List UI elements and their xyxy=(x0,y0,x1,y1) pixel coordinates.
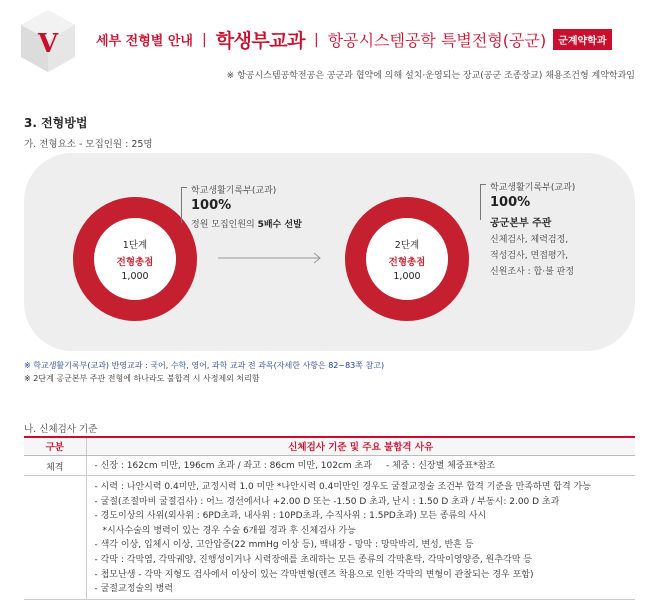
criteria-line: - 굴절교정술의 병력 xyxy=(94,584,174,595)
criteria-line: - 색각 이상, 입체시 이상, 고안압증(22 mmHg 이상 등), 백내장 - 망막 : 망막박리, 변성, 반흔 등 xyxy=(94,540,474,551)
stage1-total-label: 전형총점 xyxy=(116,256,154,268)
table-row xyxy=(24,476,635,600)
stage1-total: 1,000 xyxy=(121,270,149,282)
stage2-step: 2단계 xyxy=(394,239,420,251)
section-badge: V xyxy=(37,29,59,59)
header-divider: | xyxy=(201,31,207,48)
stage1-label: 학교생활기록부(교과) xyxy=(191,186,277,196)
stage1-callout xyxy=(181,183,302,230)
header-criteria: 신체검사 기준 및 주요 불합격 사유 xyxy=(86,437,635,455)
stage2-callout xyxy=(480,180,575,277)
contract-badge: 군계약학과 xyxy=(553,29,611,50)
stage2-ring xyxy=(345,197,469,321)
stage2-item: 신체검사, 체력검정, xyxy=(490,235,569,245)
criteria-line: - 굴절(조절마비 굴절검사) : 어느 경선에서나 +2.00 D 또는 -1.50 D 초과, 난시 : 1.50 D 초과 / 부동시: 2.00 D 초과 xyxy=(94,496,560,507)
stage1-ring xyxy=(73,197,197,321)
row-criteria xyxy=(86,476,635,600)
section-title: 3. 전형방법 xyxy=(24,116,88,130)
criteria-line: - 신장 : 162cm 미만, 196cm 초과 / 좌고 : 86cm 미만, 102cm 초과 xyxy=(94,460,372,471)
criteria-line: - 경도이상의 사위(외사위 : 6PD초과, 내사위 : 10PD초과, 수직사위 : 1.5PD초과) 모든 종류의 사시 xyxy=(94,511,487,522)
footnote: ※ 2단계 공군본부 주관 전형에 하나라도 불합격 시 사정제외 처리함 xyxy=(24,374,260,383)
page-subtitle: 항공시스템공학 특별전형(공군) xyxy=(327,31,547,50)
callout-bracket xyxy=(480,184,486,220)
sub-heading-b: 나. 신체검사 기준 xyxy=(24,424,98,435)
criteria-line: - 체중 : 신장별 체중표*참조 xyxy=(385,460,496,471)
header-category: 구분 xyxy=(24,437,86,455)
guide-label: 세부 전형별 안내 xyxy=(96,34,193,49)
section-hexagon-icon xyxy=(18,8,78,74)
footnote: ※ 학교생활기록부(교과) 반영교과 : 국어, 수학, 영어, 과학 교과 전 과목(자세한 사항은 82~83쪽 참고) xyxy=(24,361,385,370)
criteria-line: - 시력 : 나안시력 0.4미만, 교정시력 1.0 미만 *나안시력 0.4미만인 경우도 굴절교정술 조건부 합격 기준을 만족하면 합격 가능 xyxy=(94,482,591,493)
page-title: 학생부교과 xyxy=(215,30,305,52)
criteria-line: - 첩모난생 - 각막 지형도 검사에서 이상이 있는 각막변형(렌즈 착용으로 인한 각막의 변형이 관찰되는 경우 포함) xyxy=(94,569,534,580)
table-header-row xyxy=(24,437,635,455)
stage1-pct: 100% xyxy=(191,198,232,213)
arrow-right-icon xyxy=(218,252,322,264)
row-category: 체격 xyxy=(24,455,86,476)
table-row xyxy=(24,455,635,476)
stage1-desc: 정원 모집인원의 5배수 선발 xyxy=(191,220,302,230)
page-header xyxy=(96,26,612,53)
sub-heading-a: 가. 전형요소 - 모집인원 : 25명 xyxy=(24,139,153,150)
stage2-label: 학교생활기록부(교과) xyxy=(490,183,576,193)
criteria-line: - 각막 : 각막염, 각막궤양, 진행성이거나 시력장애를 초래하는 모든 종류의 각막혼탁, 각막이영양증, 원추각막 등 xyxy=(94,555,532,566)
stage2-item: 신원조사 : 합·불 판정 xyxy=(490,267,575,277)
row-category-eye xyxy=(24,476,86,600)
stage2-total-label: 전형총점 xyxy=(388,256,426,268)
physical-exam-table xyxy=(24,436,635,600)
stage2-title: 공군본부 주관 xyxy=(490,218,552,229)
stage2-total: 1,000 xyxy=(393,270,421,282)
callout-bracket xyxy=(181,187,187,223)
criteria-line: *시사수술의 병력이 있는 경우 수술 6개월 경과 후 신체검사 가능 xyxy=(102,525,356,536)
header-divider: | xyxy=(313,31,319,48)
stage1-step: 1단계 xyxy=(122,239,148,251)
top-note: ※ 항공시스템공학전공은 공군과 협약에 의해 설치·운영되는 장교(공군 조종장교) 채용조건형 계약학과임 xyxy=(226,71,635,81)
stage2-pct: 100% xyxy=(490,195,531,210)
row-criteria xyxy=(86,455,635,476)
stage2-item: 적성검사, 면접평가, xyxy=(490,251,569,261)
